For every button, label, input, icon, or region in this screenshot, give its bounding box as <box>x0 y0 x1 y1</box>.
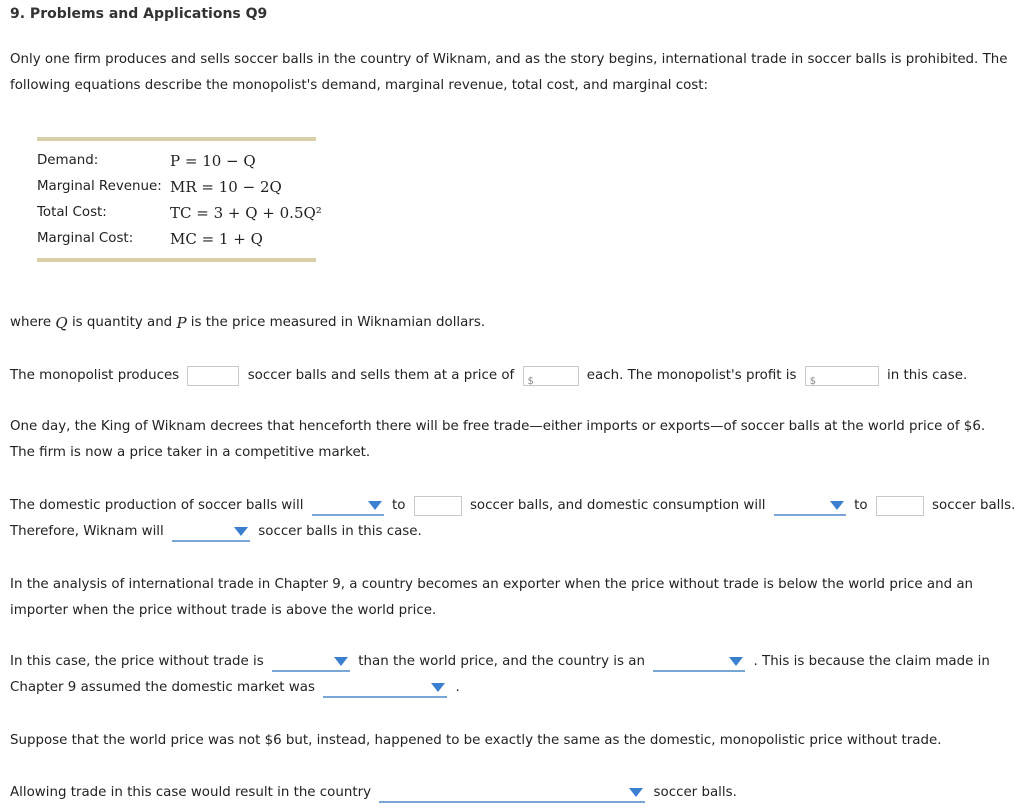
price-comparison-dropdown[interactable] <box>272 652 350 672</box>
marginal-revenue-formula: MR = 10 − 2Q <box>170 178 282 196</box>
domestic-sentence-line1: The domestic production of soccer balls will to soccer balls, and domestic consumption will to soccer balls. <box>10 493 1015 519</box>
chevron-down-icon <box>629 788 643 797</box>
chevron-down-icon <box>729 657 743 666</box>
marginal-cost-formula: MC = 1 + Q <box>170 230 263 248</box>
monopolist-sentence: The monopolist produces soccer balls and sells them at a price of $ each. The monopolist's profit is $ in this case. <box>10 363 967 389</box>
quantity-input[interactable] <box>187 366 239 386</box>
analysis-paragraph: In the analysis of international trade in Chapter 9, a country becomes an exporter when the price without trade is below the world price and an importer when the price without trade is above the world price. <box>10 577 974 618</box>
trade-direction-dropdown[interactable] <box>172 522 250 542</box>
equations-box: Demand: P = 10 − Q Marginal Revenue: MR = 10 − 2Q Total Cost: TC = 3 + Q + 0.5Q² Marginal Cost: MC = 1 + Q <box>37 137 316 263</box>
equations-top-rule <box>37 137 316 141</box>
market-structure-dropdown[interactable] <box>323 678 447 698</box>
case-sentence-line1: In this case, the price without trade is than the world price, and the country is an . This is because the claim made in <box>10 649 990 675</box>
suppose-paragraph: Suppose that the world price was not $6 but, instead, happened to be exactly the same as the domestic, monopolistic price without trade. <box>10 733 942 748</box>
chevron-down-icon <box>234 527 248 536</box>
price-input[interactable] <box>523 366 579 386</box>
production-quantity-input[interactable] <box>414 496 462 516</box>
intro-paragraph: Only one firm produces and sells soccer balls in the country of Wiknam, and as the story begins, international trade in soccer balls is prohibited. The following equations describe the monopolist's demand, marginal revenue, total cost, and marginal cost: <box>10 52 1008 93</box>
case-sentence-line2: Chapter 9 assumed the domestic market was . <box>10 675 460 701</box>
page-title: 9. Problems and Applications Q9 <box>10 6 268 22</box>
consumption-quantity-input[interactable] <box>876 496 924 516</box>
chevron-down-icon <box>334 657 348 666</box>
profit-input[interactable] <box>805 366 879 386</box>
chevron-down-icon <box>431 683 445 692</box>
chevron-down-icon <box>368 501 382 510</box>
dollar-sign: $ <box>809 376 817 387</box>
dollar-sign: $ <box>527 376 534 387</box>
consumption-change-dropdown[interactable] <box>774 496 846 516</box>
where-sentence: where Q is quantity and P is the price measured in Wiknamian dollars. <box>10 314 486 332</box>
total-cost-formula: TC = 3 + Q + 0.5Q² <box>170 204 322 222</box>
production-change-dropdown[interactable] <box>312 496 384 516</box>
free-trade-paragraph: One day, the King of Wiknam decrees that henceforth there will be free trade—either imports or exports—of soccer balls at the world price of $6. The firm is now a price taker in a competitive market. <box>10 419 986 460</box>
domestic-sentence-line2: Therefore, Wiknam will soccer balls in this case. <box>10 519 422 545</box>
trade-result-dropdown[interactable] <box>379 783 645 803</box>
country-type-dropdown[interactable] <box>653 652 745 672</box>
chevron-down-icon <box>830 501 844 510</box>
demand-formula: P = 10 − Q <box>170 152 256 170</box>
equations-bottom-rule <box>37 258 316 262</box>
allowing-sentence: Allowing trade in this case would result in the country soccer balls. <box>10 780 737 806</box>
